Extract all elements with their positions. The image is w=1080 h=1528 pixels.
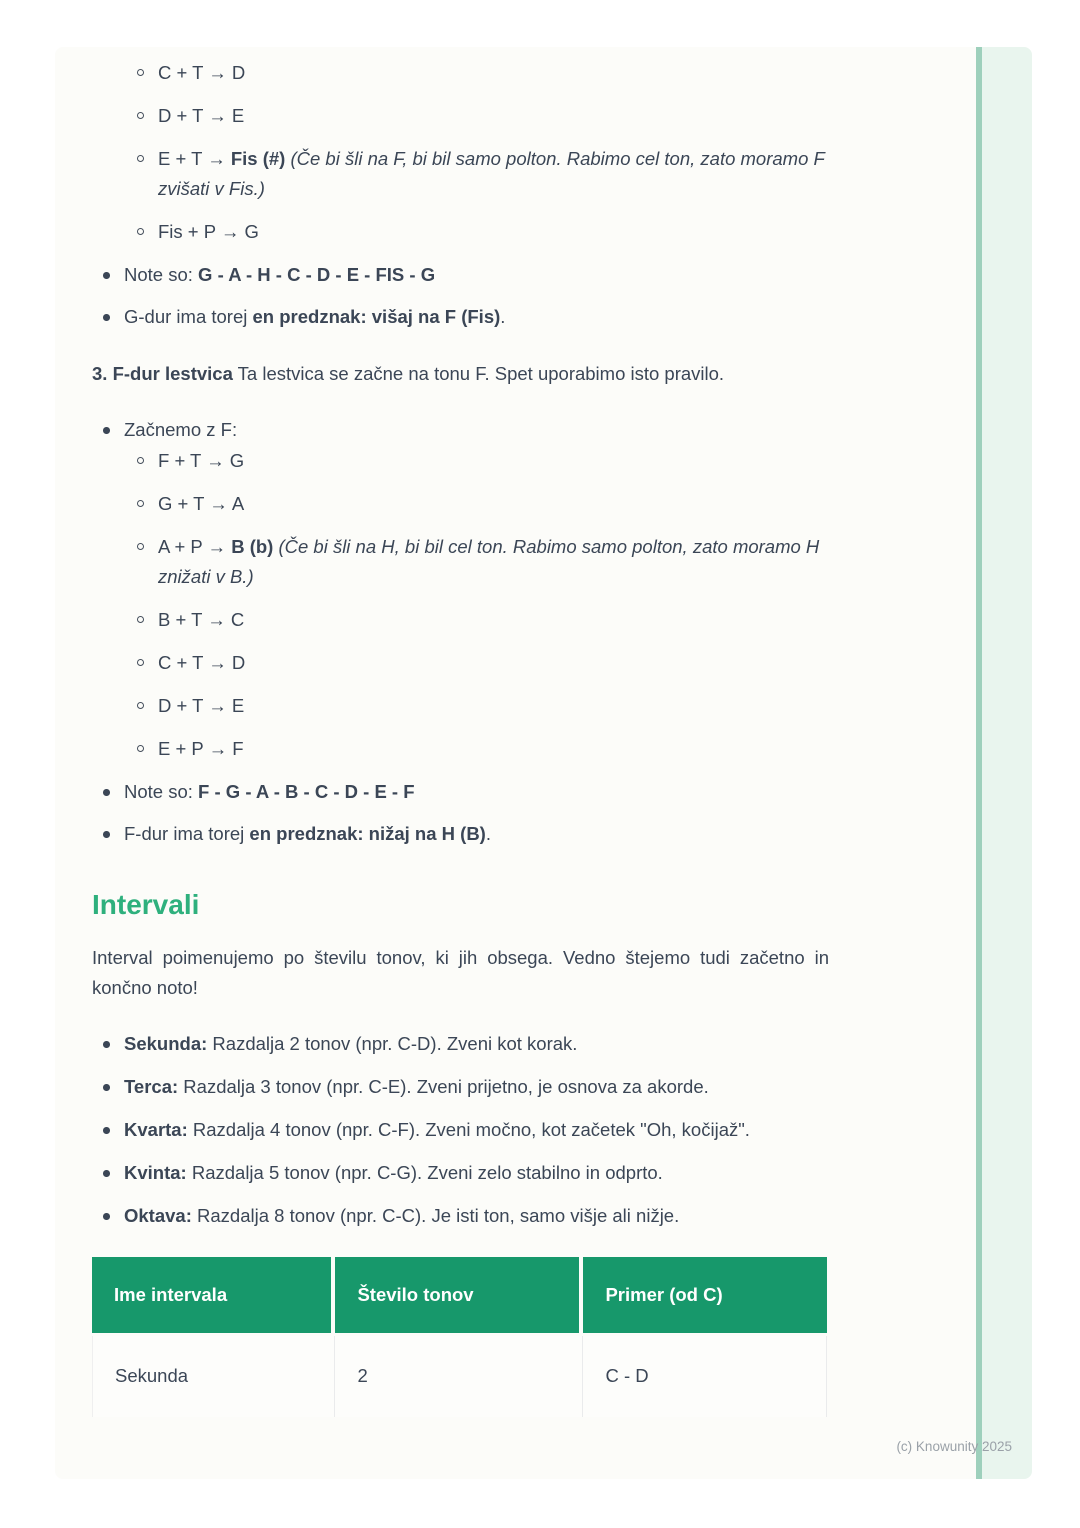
text-segment: . <box>485 823 491 844</box>
list-item <box>92 819 829 849</box>
list-item <box>92 302 829 332</box>
list-item <box>92 605 829 635</box>
list-item <box>92 691 829 721</box>
circle-bullet-icon <box>137 112 144 119</box>
text-segment: Ta lestvica se začne na tonu F. Spet uporabimo isto pravilo. <box>232 363 725 384</box>
text-segment-bold: G - A - H - C - D - E - FIS - G <box>198 264 436 285</box>
column-header-example: Primer (od C) <box>583 1257 827 1336</box>
circle-bullet-icon <box>137 543 144 550</box>
list-item <box>92 415 829 445</box>
list-item-text: E + P → F <box>158 738 244 759</box>
list-item <box>92 1115 829 1145</box>
list-item-text: Začnemo z F: <box>124 419 238 440</box>
circle-bullet-icon <box>137 745 144 752</box>
cell-interval-name: Sekunda <box>92 1336 335 1417</box>
list-item <box>92 58 829 88</box>
column-header-interval-name: Ime intervala <box>92 1257 335 1336</box>
list-item <box>92 217 829 247</box>
list-item-text: C + T → D <box>158 62 246 83</box>
list-item <box>92 532 829 592</box>
dot-bullet-icon <box>103 1084 110 1091</box>
list-item-text: Fis + P → G <box>158 221 259 242</box>
table-row <box>92 1336 827 1417</box>
list-item <box>92 1072 829 1102</box>
text-segment-bold: 3. F-dur lestvica <box>92 363 233 384</box>
list-item <box>92 144 829 204</box>
list-item-text: B + T → C <box>158 609 245 630</box>
gdur-summary-list <box>92 260 829 332</box>
text-segment: A + P → <box>158 536 232 557</box>
circle-bullet-icon <box>137 69 144 76</box>
fdur-steps-list <box>92 446 829 764</box>
fdur-section-heading <box>92 359 829 389</box>
circle-bullet-icon <box>137 702 144 709</box>
circle-bullet-icon <box>137 659 144 666</box>
intervals-table <box>92 1257 827 1417</box>
list-item-text <box>124 1076 709 1097</box>
document-page <box>55 47 1032 1479</box>
table-header-row <box>92 1257 827 1336</box>
list-item-text: G + T → A <box>158 493 245 514</box>
text-segment: F-dur ima torej <box>124 823 250 844</box>
list-item-text <box>124 823 491 844</box>
list-item <box>92 489 829 519</box>
list-item-text <box>158 148 824 199</box>
list-item <box>92 1029 829 1059</box>
list-item-text <box>124 264 435 285</box>
dot-bullet-icon <box>103 1127 110 1134</box>
text-segment-bold: Sekunda: <box>124 1033 208 1054</box>
dot-bullet-icon <box>103 314 110 321</box>
dot-bullet-icon <box>103 1170 110 1177</box>
list-item-text: D + T → E <box>158 105 245 126</box>
circle-bullet-icon <box>137 155 144 162</box>
document-content <box>55 47 829 1417</box>
text-segment-bold: Kvarta: <box>124 1119 188 1140</box>
text-segment: Razdalja 8 tonov (npr. C-C). Je isti ton, samo višje ali nižje. <box>191 1205 680 1226</box>
text-segment: Razdalja 4 tonov (npr. C-F). Zveni močno, kot začetek "Oh, kočijaž". <box>187 1119 750 1140</box>
intervali-intro-paragraph: Interval poimenujemo po številu tonov, ki jih obsega. Vedno štejemo tudi začetno in končno noto! <box>92 947 829 998</box>
list-item <box>92 446 829 476</box>
text-segment-bold: Oktava: <box>124 1205 192 1226</box>
circle-bullet-icon <box>137 457 144 464</box>
text-segment-bold: Terca: <box>124 1076 179 1097</box>
list-item <box>92 260 829 290</box>
list-item <box>92 777 829 807</box>
list-item <box>92 1158 829 1188</box>
text-segment: . <box>500 306 506 327</box>
circle-bullet-icon <box>137 228 144 235</box>
text-segment: Razdalja 5 tonov (npr. C-G). Zveni zelo stabilno in odprto. <box>186 1162 663 1183</box>
dot-bullet-icon <box>103 272 110 279</box>
text-segment: Razdalja 3 tonov (npr. C-E). Zveni prijetno, je osnova za akorde. <box>178 1076 709 1097</box>
circle-bullet-icon <box>137 616 144 623</box>
dot-bullet-icon <box>103 789 110 796</box>
text-segment-bold: B (b) <box>231 536 274 557</box>
interval-types-list <box>92 1029 829 1231</box>
fdur-summary-list <box>92 777 829 849</box>
list-item-text <box>124 1205 679 1226</box>
list-item-text <box>124 1119 750 1140</box>
list-item <box>92 648 829 678</box>
list-item <box>92 734 829 764</box>
list-item-text <box>158 536 819 587</box>
circle-bullet-icon <box>137 500 144 507</box>
text-segment: G-dur ima torej <box>124 306 253 327</box>
text-segment-bold: Kvinta: <box>124 1162 187 1183</box>
list-item-text <box>124 1033 577 1054</box>
text-segment: Note so: <box>124 264 199 285</box>
text-segment-bold: F - G - A - B - C - D - E - F <box>198 781 415 802</box>
dot-bullet-icon <box>103 1041 110 1048</box>
text-segment-italic: (Če bi šli na F, bi bil samo polton. Rabimo cel ton, zato moramo F zvišati v Fis.) <box>158 148 825 199</box>
list-item-text <box>124 1162 663 1183</box>
column-header-tone-count: Število tonov <box>335 1257 583 1336</box>
text-segment: E + T → <box>158 148 231 169</box>
list-item <box>92 101 829 131</box>
dot-bullet-icon <box>103 1213 110 1220</box>
list-item-text <box>124 306 505 327</box>
text-segment-bold: en predznak: višaj na F (Fis) <box>252 306 501 327</box>
list-item-text: C + T → D <box>158 652 246 673</box>
section-title-intervali: Intervali <box>92 889 200 920</box>
text-segment: Razdalja 2 tonov (npr. C-D). Zveni kot korak. <box>207 1033 578 1054</box>
watermark: (c) Knowunity 2025 <box>896 1439 1012 1454</box>
list-item-text: F + T → G <box>158 450 245 471</box>
list-item-text <box>124 781 415 802</box>
list-item <box>92 1201 829 1231</box>
text-segment-bold: en predznak: nižaj na H (B) <box>249 823 486 844</box>
cell-example: C - D <box>583 1336 827 1417</box>
intervals-table-container <box>92 1257 829 1417</box>
text-segment-bold: Fis (#) <box>230 148 286 169</box>
page-margin-strip <box>976 47 1032 1479</box>
dot-bullet-icon <box>103 831 110 838</box>
list-item-text: D + T → E <box>158 695 245 716</box>
gdur-steps-list <box>92 58 829 247</box>
text-segment: Note so: <box>124 781 199 802</box>
text-segment-italic: (Če bi šli na H, bi bil cel ton. Rabimo samo polton, zato moramo H znižati v B.) <box>158 536 820 587</box>
dot-bullet-icon <box>103 427 110 434</box>
cell-tone-count: 2 <box>335 1336 583 1417</box>
